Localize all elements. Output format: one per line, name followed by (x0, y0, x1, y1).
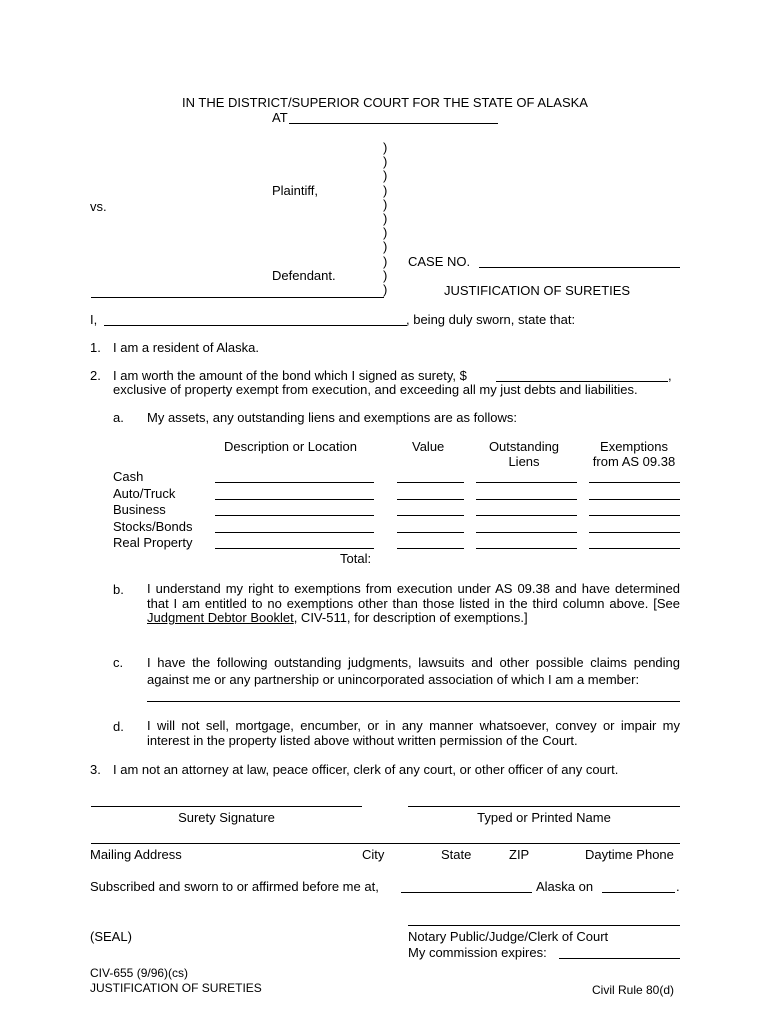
commission-expires-field[interactable] (559, 958, 680, 959)
claims-statement: I have the following outstanding judgments, lawsuits and other possible claims pending against me or any partnership or unincorporated association of which I am a member: (147, 655, 680, 687)
column-header-liens: Outstanding Liens (488, 439, 560, 469)
caption-paren: ) (383, 253, 388, 269)
state-label: State (441, 847, 472, 862)
item-3-text: I am not an attorney at law, peace officer, clerk of any court, or other officer of any court. (113, 762, 619, 777)
asset-row-label: Cash (113, 469, 144, 484)
asset-liens-field[interactable] (476, 482, 577, 483)
property-statement: I will not sell, mortgage, encumber, or in any manner whatsoever, convey or impair my interest in the property listed above without written permission of the Court. (147, 718, 680, 748)
sub-item-letter: d. (113, 719, 124, 734)
asset-liens-field[interactable] (476, 499, 577, 500)
caption-paren: ) (383, 196, 388, 212)
asset-row-label: Real Property (113, 535, 193, 550)
caption-paren: ) (383, 168, 388, 184)
item-number: 3. (90, 762, 101, 777)
item-2-text-continued: exclusive of property exempt from execution, and exceeding all my just debts and liabilities. (113, 382, 638, 397)
asset-row-label: Business (113, 502, 166, 517)
form-title: JUSTIFICATION OF SURETIES (444, 283, 631, 298)
mailing-address-label: Mailing Address (90, 847, 182, 862)
affiant-name-field[interactable] (104, 325, 407, 326)
asset-value-field[interactable] (397, 515, 464, 516)
item-1-text: I am a resident of Alaska. (113, 340, 259, 355)
caption-paren: ) (383, 211, 388, 226)
case-no-field[interactable] (479, 267, 680, 268)
commission-expires-label: My commission expires: (408, 945, 547, 960)
civil-rule: Civil Rule 80(d) (592, 983, 675, 997)
caption-paren: ) (383, 140, 388, 155)
asset-row-label: Auto/Truck (113, 485, 176, 501)
surety-signature-label: Surety Signature (178, 810, 275, 825)
asset-description-field[interactable] (215, 499, 374, 500)
plaintiff-label: Plaintiff, (272, 183, 319, 198)
sub-item-letter: a. (113, 410, 124, 425)
asset-exemptions-field[interactable] (589, 515, 680, 516)
asset-exemptions-field[interactable] (589, 482, 680, 483)
case-no-label: CASE NO. (408, 254, 471, 269)
sworn-date-period: . (676, 879, 680, 894)
asset-description-field[interactable] (215, 548, 374, 549)
caption-paren: ) (383, 182, 388, 198)
asset-description-field[interactable] (215, 515, 374, 516)
sworn-date-field[interactable] (602, 892, 675, 893)
court-location-label: AT (272, 110, 288, 125)
zip-label: ZIP (509, 847, 530, 862)
daytime-phone-label: Daytime Phone (585, 847, 674, 862)
total-label: Total: (340, 551, 372, 566)
sub-item-letter: b. (113, 582, 124, 597)
subscribed-text: Subscribed and sworn to or affirmed before me at, (90, 879, 379, 894)
sworn-location-field[interactable] (401, 892, 532, 893)
asset-value-field[interactable] (397, 482, 464, 483)
typed-name-field[interactable] (408, 806, 680, 807)
asset-exemptions-field[interactable] (589, 499, 680, 500)
assets-intro: My assets, any outstanding liens and exemptions are as follows: (147, 410, 517, 425)
sub-item-letter: c. (113, 655, 124, 670)
typed-name-label: Typed or Printed Name (477, 810, 611, 825)
oath-i-label: I, (90, 312, 98, 327)
footer-form-title: JUSTIFICATION OF SURETIES (90, 981, 262, 995)
item-2-comma: , (668, 368, 672, 383)
total-value-field[interactable] (397, 548, 464, 549)
asset-row-label: Stocks/Bonds (113, 518, 193, 534)
caption-paren: ) (383, 267, 388, 283)
column-header-description: Description or Location (224, 439, 357, 454)
vs-label: vs. (90, 199, 107, 214)
alaska-on-label: Alaska on (536, 879, 594, 894)
form-number: CIV-655 (9/96)(cs) (90, 966, 189, 980)
notary-signature-field[interactable] (408, 925, 680, 926)
total-exemptions-field[interactable] (589, 548, 680, 549)
judgment-debtor-booklet-link[interactable]: Judgment Debtor Booklet (147, 610, 294, 625)
item-number: 1. (90, 340, 101, 355)
court-heading: IN THE DISTRICT/SUPERIOR COURT FOR THE STATE OF ALASKA (182, 95, 588, 110)
caption-paren: ) (383, 154, 388, 170)
asset-description-field[interactable] (215, 482, 374, 483)
claims-field[interactable] (147, 701, 680, 702)
asset-value-field[interactable] (397, 532, 464, 533)
total-liens-field[interactable] (476, 548, 577, 549)
asset-liens-field[interactable] (476, 515, 577, 516)
asset-liens-field[interactable] (476, 532, 577, 533)
asset-value-field[interactable] (397, 499, 464, 500)
item-2-text: I am worth the amount of the bond which I signed as surety, $ (113, 368, 467, 383)
asset-description-field[interactable] (215, 532, 374, 533)
notary-officer-label: Notary Public/Judge/Clerk of Court (408, 929, 609, 944)
surety-signature-field[interactable] (91, 806, 362, 807)
caption-paren: ) (383, 239, 388, 255)
defendant-label: Defendant. (272, 268, 336, 283)
court-location-field[interactable] (289, 123, 498, 124)
column-header-value: Value (412, 439, 445, 454)
asset-exemptions-field[interactable] (589, 532, 680, 533)
city-label: City (362, 847, 385, 862)
item-number: 2. (90, 368, 101, 383)
seal-label: (SEAL) (90, 929, 132, 944)
defendant-name-field[interactable] (91, 297, 384, 298)
exemptions-statement: I understand my right to exemptions from execution under AS 09.38 and have determined that I am entitled to no exemptions other than those listed in the third column above. [See Judgment Debtor Booklet, CIV-511, for description of exemptions.] (147, 581, 680, 625)
column-header-exemptions: Exemptions from AS 09.38 (592, 439, 676, 469)
mailing-address-field[interactable] (91, 843, 680, 844)
caption-paren: ) (383, 225, 388, 241)
caption-paren: ) (383, 282, 388, 297)
oath-sworn-text: , being duly sworn, state that: (406, 312, 576, 327)
